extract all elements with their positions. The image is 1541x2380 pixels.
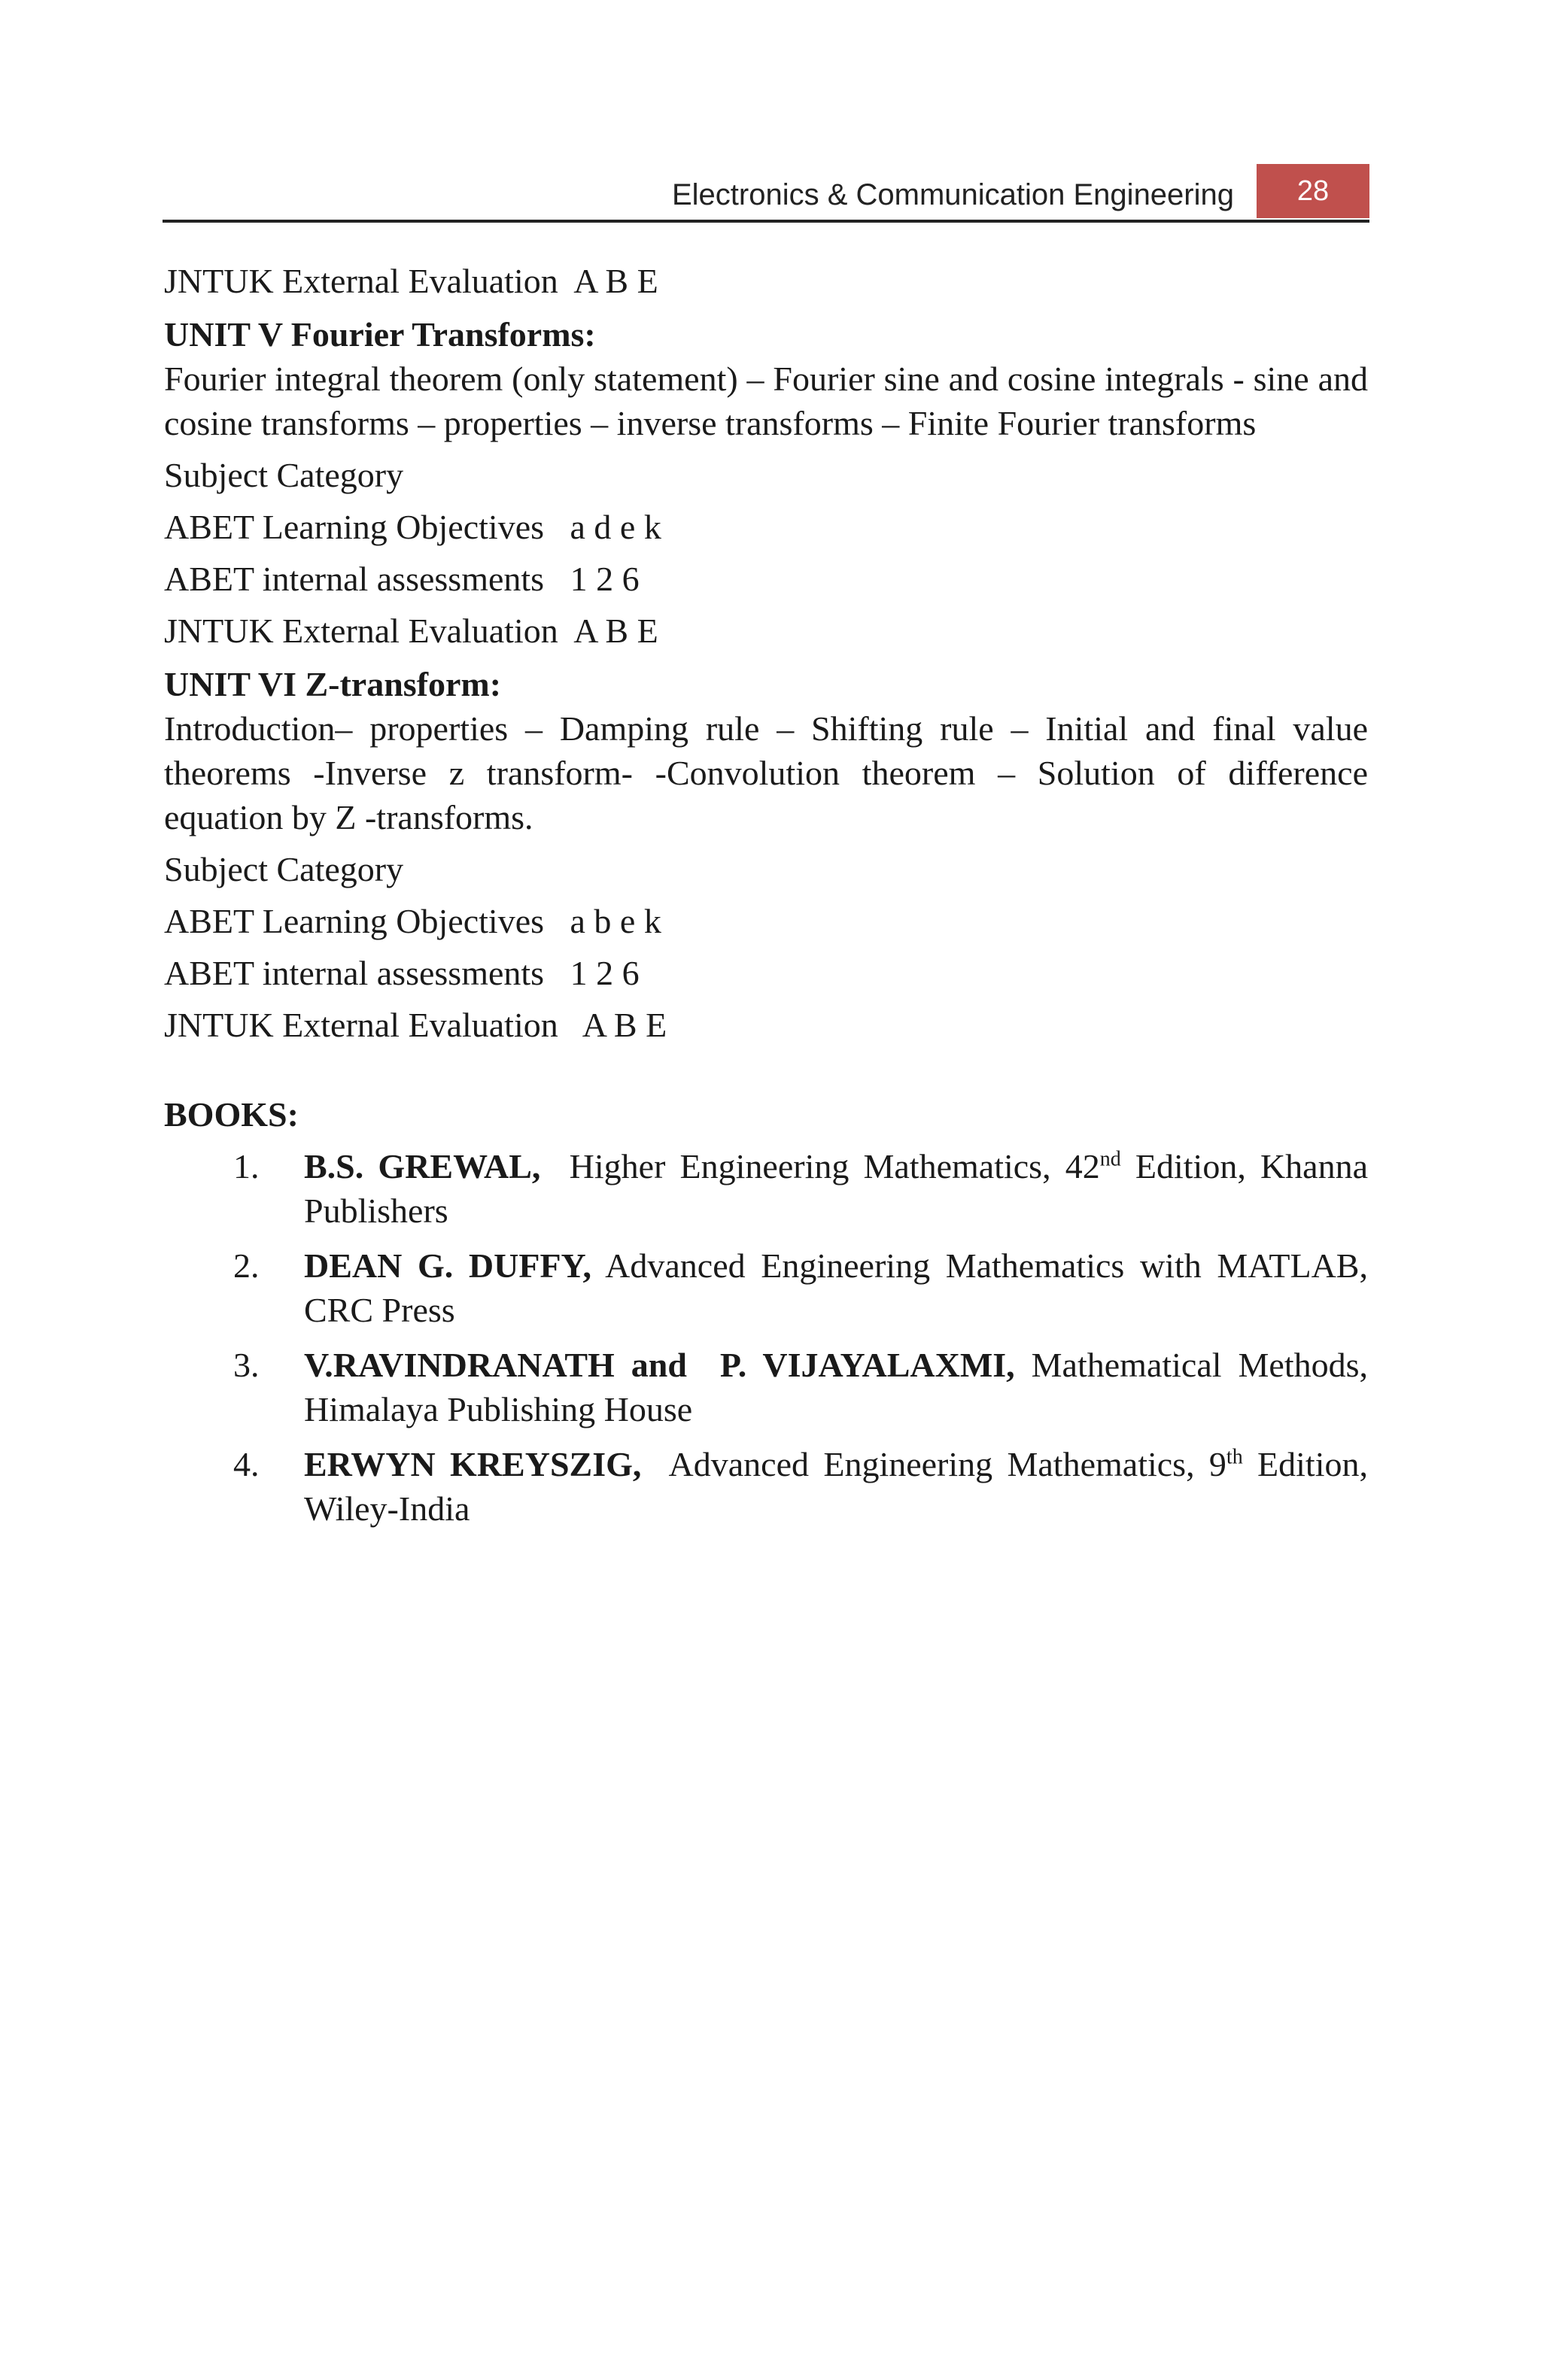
book-ordinal-suffix: nd (1099, 1147, 1121, 1171)
book-author: V.RAVINDRANATH and P. VIJAYALAXMI, (304, 1346, 1015, 1384)
books-list (164, 1144, 1368, 1531)
book-number: 3. (233, 1346, 260, 1384)
page-number-badge: 28 (1257, 164, 1369, 218)
unit-6-heading: UNIT VI Z-transform: (164, 665, 502, 703)
unit-6-body: Introduction– properties – Damping rule – Shifting rule – Initial and final value theorems -Inverse z transform- -Convolution theorem – Solution of difference equation by Z -transforms. (164, 709, 1368, 836)
book-author: DEAN G. DUFFY, (304, 1246, 592, 1285)
book-item (164, 1442, 1368, 1531)
jntuk-external-line: JNTUK External Evaluation A B E (164, 262, 658, 300)
book-title-rest: Edition, Wiley-India (304, 1445, 1368, 1528)
book-number: 2. (233, 1246, 260, 1285)
unit-5-abet-objectives: ABET Learning Objectives a d e k (164, 508, 661, 546)
book-item (164, 1144, 1368, 1233)
page-content (164, 259, 1368, 1541)
unit-5-body: Fourier integral theorem (only statement) – Fourier sine and cosine integrals - sine and cosine transforms – properties – inverse transforms – Finite Fourier transforms (164, 360, 1368, 442)
header-title: Electronics & Communication Engineering (671, 178, 1234, 211)
page-header (163, 164, 1369, 223)
unit-6-subject-category: Subject Category (164, 850, 404, 888)
unit-5-subject-category: Subject Category (164, 456, 404, 494)
book-title-rest: Edition, Khanna Publishers (304, 1147, 1369, 1230)
book-author: ERWYN KREYSZIG, (304, 1445, 642, 1483)
book-title: Advanced Engineering Mathematics, 9 (641, 1445, 1226, 1483)
book-ordinal-suffix: th (1226, 1445, 1243, 1469)
unit-6-abet-internal: ABET internal assessments 1 2 6 (164, 954, 640, 992)
unit-6-abet-objectives: ABET Learning Objectives a b e k (164, 902, 661, 940)
book-number: 4. (233, 1445, 260, 1483)
book-title: Mathematical Methods, Himalaya Publishing House (304, 1346, 1369, 1428)
books-heading: BOOKS: (164, 1095, 299, 1134)
unit-6-jntuk-external: JNTUK External Evaluation A B E (164, 1006, 667, 1044)
book-item (164, 1343, 1368, 1431)
unit-5-abet-internal: ABET internal assessments 1 2 6 (164, 560, 640, 598)
unit-5-heading: UNIT V Fourier Transforms: (164, 315, 596, 354)
book-item (164, 1243, 1368, 1332)
book-title: Advanced Engineering Mathematics with MATLAB, CRC Press (304, 1246, 1368, 1329)
unit-5-jntuk-external: JNTUK External Evaluation A B E (164, 612, 658, 650)
book-number: 1. (233, 1147, 260, 1185)
book-author: B.S. GREWAL, (304, 1147, 541, 1185)
book-title: Higher Engineering Mathematics, 42 (540, 1147, 1100, 1185)
